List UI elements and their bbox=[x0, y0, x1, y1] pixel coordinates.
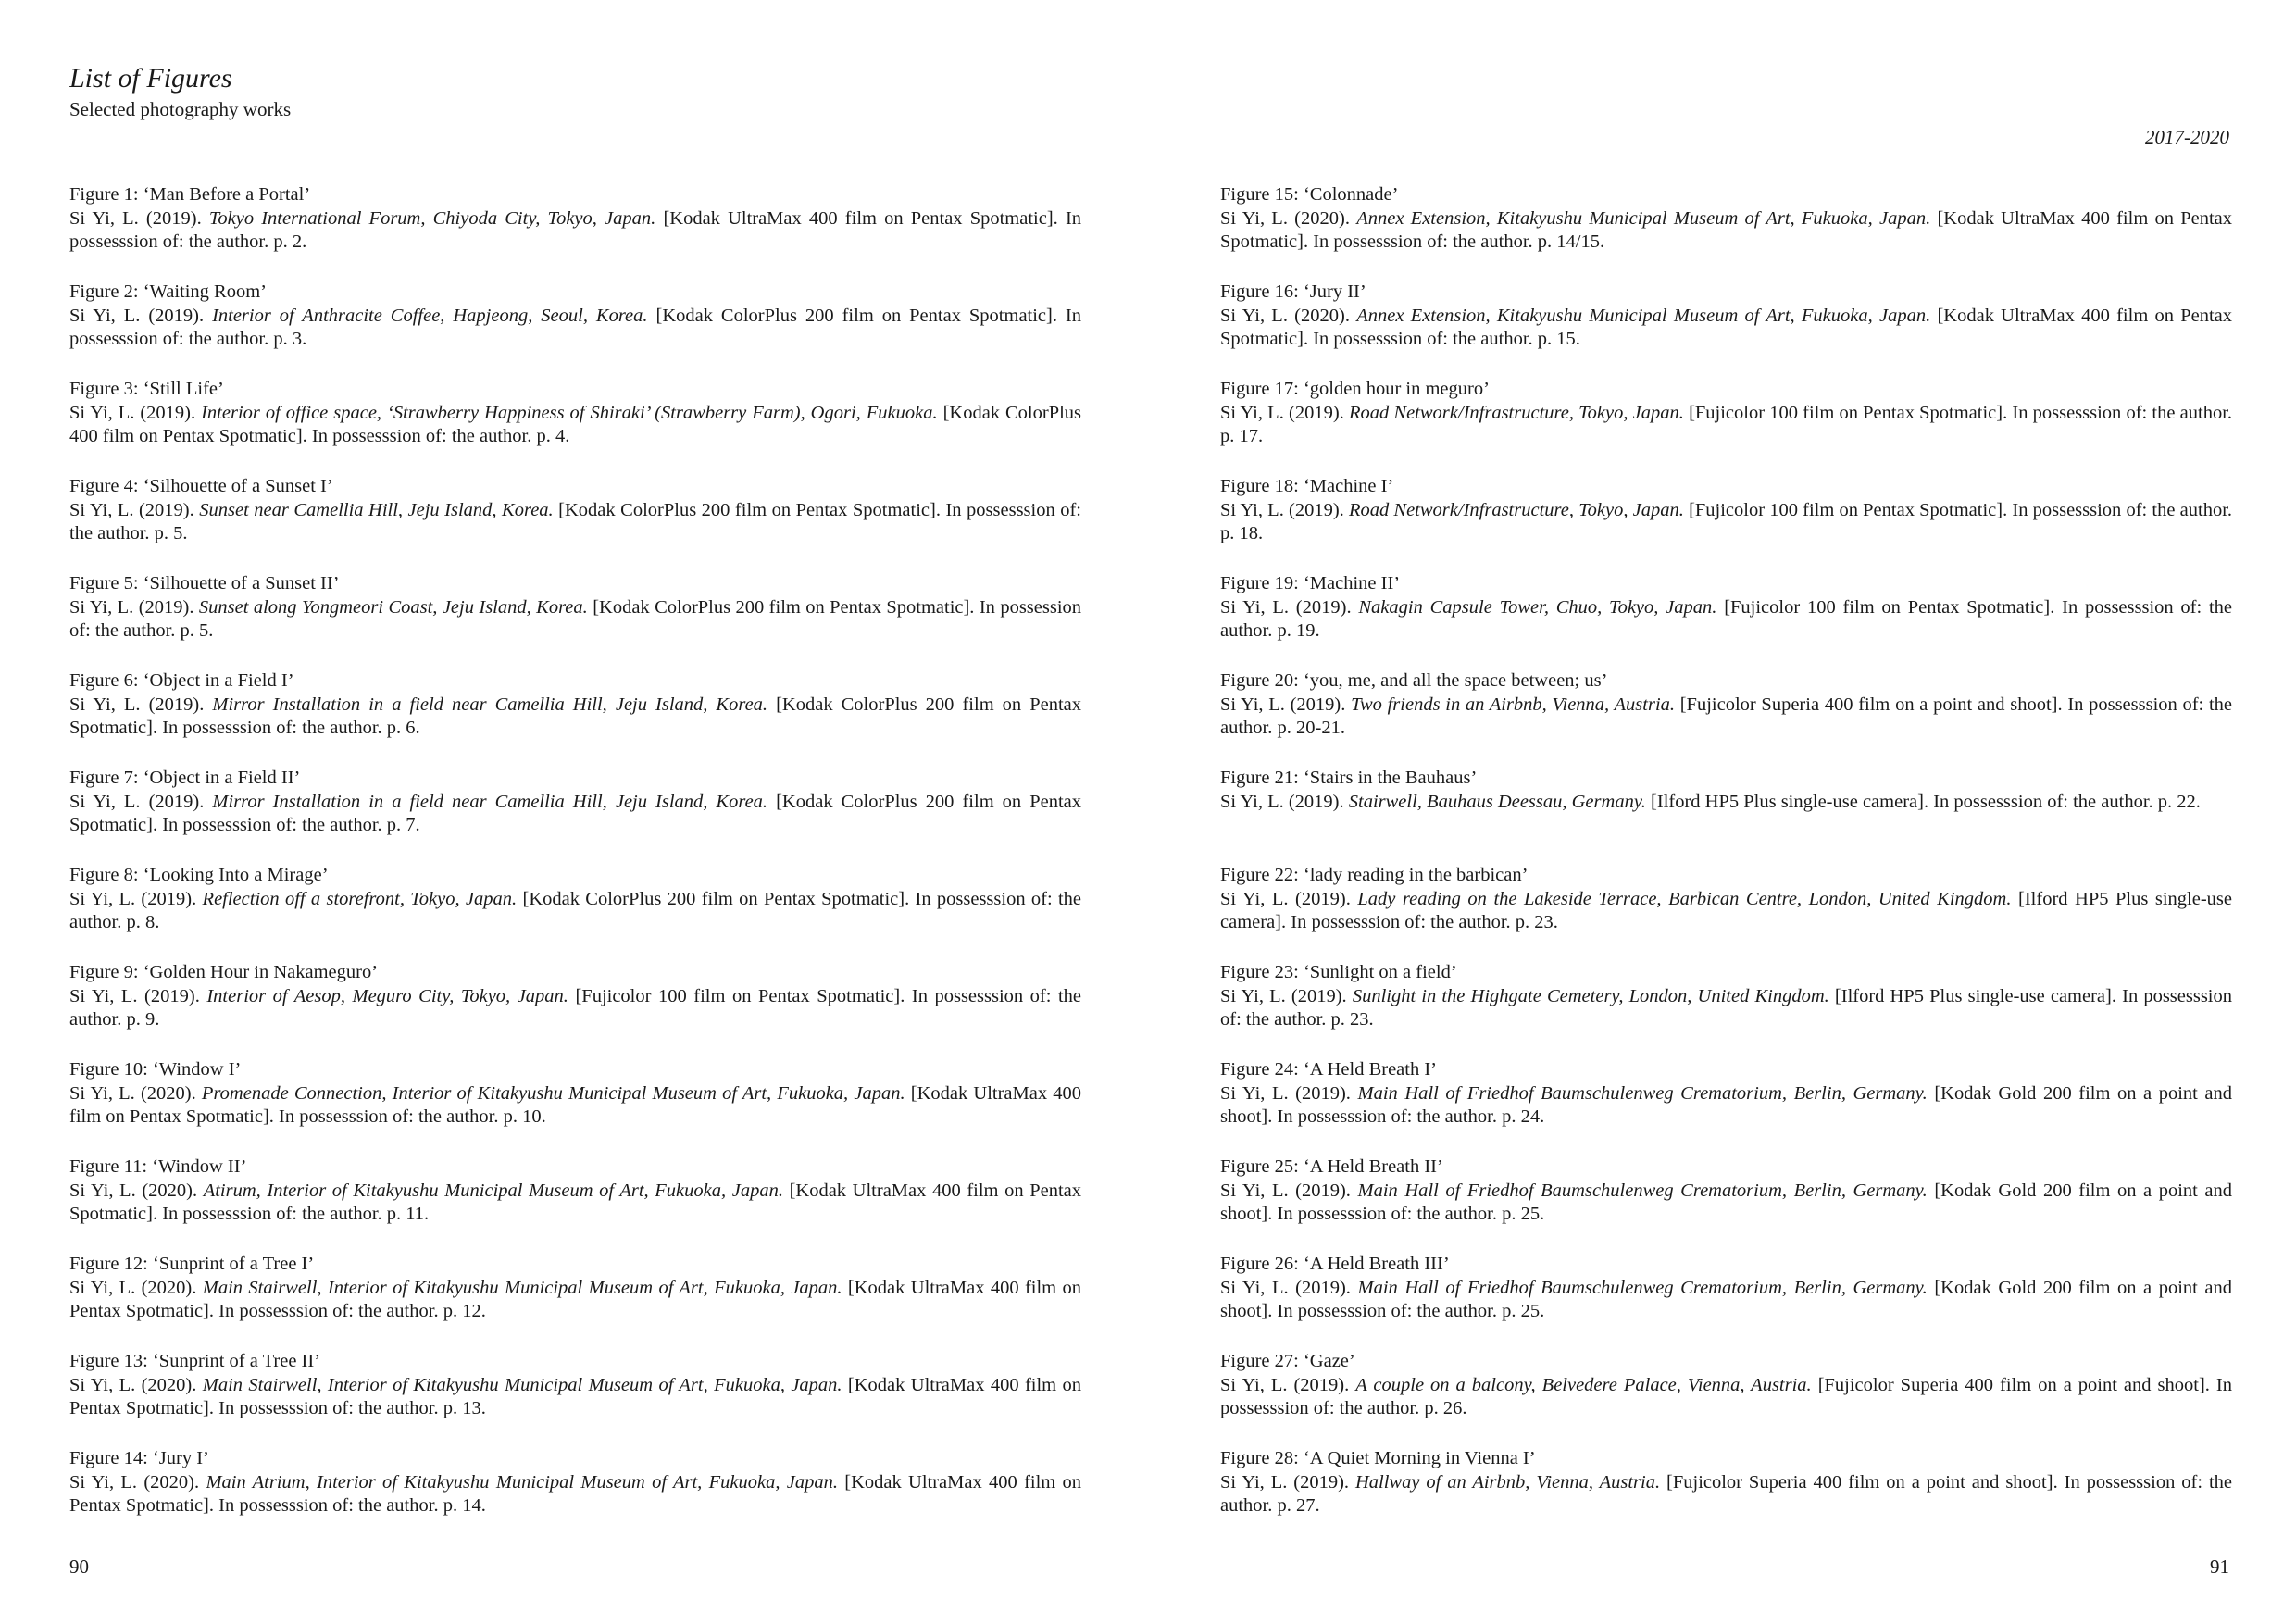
figure-details: [Kodak UltraMax 400 film on Pentax Spotmatic]. In possesssion of: the author. p. 10. bbox=[69, 1082, 1082, 1127]
figure-work-title: Mirror Installation in a field near Camellia Hill, Jeju Island, Korea. bbox=[212, 791, 768, 812]
figure-citation bbox=[69, 1374, 1081, 1421]
figure-work-title: Interior of Aesop, Meguro City, Tokyo, Japan. bbox=[206, 985, 568, 1006]
figure-work-title: Sunlight in the Highgate Cemetery, London, United Kingdom. bbox=[1352, 985, 1829, 1006]
figure-citation bbox=[1220, 1180, 2232, 1227]
figure-citation bbox=[1220, 596, 2232, 643]
figure-citation bbox=[69, 1082, 1081, 1130]
figure-title: Figure 7: ‘Object in a Field II’ bbox=[69, 768, 301, 788]
figure-author: Si Yi, L. (2019). bbox=[69, 596, 194, 618]
right-page bbox=[1148, 0, 2296, 1624]
page-subtitle: Selected photography works bbox=[69, 98, 292, 120]
figure-author: Si Yi, L. (2019). bbox=[69, 305, 205, 326]
figure-work-title: Nakagin Capsule Tower, Chuo, Tokyo, Japan. bbox=[1358, 596, 1717, 618]
figure-title: Figure 28: ‘A Quiet Morning in Vienna I’ bbox=[1220, 1448, 1536, 1468]
figure-citation bbox=[1220, 1082, 2232, 1130]
figure-author: Si Yi, L. (2019). bbox=[1220, 791, 1344, 812]
figure-citation bbox=[69, 1277, 1081, 1324]
figure-entry bbox=[1220, 669, 2232, 741]
figure-work-title: Stairwell, Bauhaus Deessau, Germany. bbox=[1348, 791, 1646, 812]
figure-citation bbox=[1220, 1374, 2232, 1421]
figure-title: Figure 21: ‘Stairs in the Bauhaus’ bbox=[1220, 768, 1478, 788]
figure-details: [Kodak UltraMax 400 film on Pentax Spotmatic]. In possesssion of: the author. p. 12. bbox=[69, 1277, 1081, 1321]
figure-title: Figure 8: ‘Looking Into a Mirage’ bbox=[69, 865, 329, 885]
figure-author: Si Yi, L. (2019). bbox=[1220, 1082, 1351, 1104]
figure-title: Figure 1: ‘Man Before a Portal’ bbox=[69, 184, 311, 205]
figure-author: Si Yi, L. (2019). bbox=[1220, 888, 1351, 909]
figure-work-title: A couple on a balcony, Belvedere Palace, Vienna, Austria. bbox=[1355, 1374, 1812, 1395]
figure-author: Si Yi, L. (2019). bbox=[69, 402, 196, 423]
figure-title: Figure 9: ‘Golden Hour in Nakameguro’ bbox=[69, 962, 379, 982]
figure-work-title: Interior of office space, ‘Strawberry Happiness of Shiraki’ (Strawberry Farm), Ogori, Fukuoka. bbox=[201, 402, 938, 423]
figure-details: [Fujicolor Superia 400 film on a point and shoot]. In possesssion of: the author. p. 20-21. bbox=[1220, 693, 2233, 738]
figure-work-title: Two friends in an Airbnb, Vienna, Austria. bbox=[1351, 693, 1676, 715]
figure-author: Si Yi, L. (2019). bbox=[69, 791, 205, 812]
figure-title: Figure 25: ‘A Held Breath II’ bbox=[1220, 1156, 1443, 1177]
figure-details: [Kodak Gold 200 film on a point and shoot]. In possesssion of: the author. p. 25. bbox=[1220, 1277, 2232, 1321]
figure-citation bbox=[1220, 1277, 2232, 1324]
figure-details: [Fujicolor 100 film on Pentax Spotmatic]. In possesssion of: the author. p. 19. bbox=[1220, 596, 2233, 641]
figure-entry bbox=[1220, 1350, 2232, 1421]
figure-author: Si Yi, L. (2019). bbox=[1220, 1277, 1351, 1298]
figure-details: [Kodak ColorPlus 200 film on Pentax Spotmatic]. In possesssion of: the author. p. 7. bbox=[69, 791, 1082, 835]
figure-entry bbox=[69, 1156, 1081, 1227]
figure-title: Figure 18: ‘Machine I’ bbox=[1220, 476, 1394, 496]
figure-author: Si Yi, L. (2019). bbox=[69, 888, 197, 909]
figure-details: [Kodak UltraMax 400 film on Pentax Spotmatic]. In possesssion of: the author. p. 11. bbox=[69, 1180, 1082, 1224]
figure-work-title: Mirror Installation in a field near Camellia Hill, Jeju Island, Korea. bbox=[212, 693, 768, 715]
figure-author: Si Yi, L. (2019). bbox=[1220, 596, 1352, 618]
figure-title: Figure 17: ‘golden hour in meguro’ bbox=[1220, 379, 1490, 399]
figure-citation bbox=[69, 207, 1081, 255]
figure-work-title: Road Network/Infrastructure, Tokyo, Japan. bbox=[1348, 402, 1684, 423]
figure-details: [Fujicolor 100 film on Pentax Spotmatic]. In possesssion of: the author. p. 18. bbox=[1220, 499, 2233, 543]
figure-title: Figure 12: ‘Sunprint of a Tree I’ bbox=[69, 1254, 315, 1274]
figure-author: Si Yi, L. (2019). bbox=[1220, 499, 1344, 520]
figure-details: [Kodak UltraMax 400 film on Pentax Spotmatic]. In possesssion of: the author. p. 13. bbox=[69, 1374, 1081, 1418]
figure-details: [Ilford HP5 Plus single-use camera]. In possesssion of: the author. p. 23. bbox=[1220, 985, 2233, 1030]
figure-citation bbox=[1220, 888, 2232, 935]
figure-title: Figure 5: ‘Silhouette of a Sunset II’ bbox=[69, 573, 340, 593]
figure-entry bbox=[69, 1350, 1081, 1421]
figure-title: Figure 2: ‘Waiting Room’ bbox=[69, 281, 268, 302]
figure-details: [Kodak ColorPlus 400 film on Pentax Spotmatic]. In possesssion of: the author. p. 4. bbox=[69, 402, 1082, 446]
figure-citation bbox=[69, 791, 1081, 838]
figure-title: Figure 10: ‘Window I’ bbox=[69, 1059, 242, 1080]
page-number-right: 91 bbox=[2210, 1555, 2229, 1578]
figure-citation bbox=[69, 402, 1081, 449]
figure-work-title: Hallway of an Airbnb, Vienna, Austria. bbox=[1355, 1471, 1661, 1493]
figure-author: Si Yi, L. (2019). bbox=[69, 985, 200, 1006]
figure-work-title: Main Stairwell, Interior of Kitakyushu Municipal Museum of Art, Fukuoka, Japan. bbox=[202, 1277, 842, 1298]
figure-author: Si Yi, L. (2019). bbox=[69, 693, 205, 715]
figure-entry bbox=[1220, 961, 2232, 1032]
figure-citation bbox=[69, 985, 1081, 1032]
figure-author: Si Yi, L. (2019). bbox=[1220, 1180, 1351, 1201]
figure-author: Si Yi, L. (2019). bbox=[1220, 985, 1347, 1006]
figure-citation bbox=[69, 1471, 1081, 1518]
figure-entry bbox=[1220, 864, 2232, 935]
figure-entry bbox=[1220, 767, 2232, 814]
figure-citation bbox=[69, 693, 1081, 741]
figure-citation bbox=[1220, 1471, 2232, 1518]
figure-author: Si Yi, L. (2019). bbox=[1220, 1374, 1350, 1395]
figure-entry bbox=[69, 281, 1081, 352]
figure-work-title: Tokyo International Forum, Chiyoda City, Tokyo, Japan. bbox=[208, 207, 656, 229]
figure-author: Si Yi, L. (2020). bbox=[1220, 207, 1350, 229]
figure-details: [Kodak ColorPlus 200 film on Pentax Spotmatic]. In possession of: the author. p. 5. bbox=[69, 596, 1082, 641]
figure-work-title: Road Network/Infrastructure, Tokyo, Japan. bbox=[1348, 499, 1684, 520]
figure-details: [Fujicolor Superia 400 film on a point and shoot]. In possesssion of: the author. p. 27. bbox=[1220, 1471, 2233, 1516]
figure-author: Si Yi, L. (2020). bbox=[69, 1082, 196, 1104]
figure-author: Si Yi, L. (2019). bbox=[1220, 1471, 1350, 1493]
figure-author: Si Yi, L. (2020). bbox=[69, 1471, 200, 1493]
figure-author: Si Yi, L. (2019). bbox=[69, 499, 194, 520]
figure-entry bbox=[1220, 475, 2232, 546]
figure-entry bbox=[1220, 1156, 2232, 1227]
figure-details: [Fujicolor 100 film on Pentax Spotmatic]. In possesssion of: the author. p. 17. bbox=[1220, 402, 2233, 446]
figure-entry bbox=[1220, 281, 2232, 352]
figure-title: Figure 23: ‘Sunlight on a field’ bbox=[1220, 962, 1457, 982]
figure-entry bbox=[69, 572, 1081, 643]
figure-title: Figure 22: ‘lady reading in the barbican’ bbox=[1220, 865, 1529, 885]
figure-work-title: Main Hall of Friedhof Baumschulenweg Crematorium, Berlin, Germany. bbox=[1357, 1180, 1928, 1201]
figure-work-title: Main Hall of Friedhof Baumschulenweg Crematorium, Berlin, Germany. bbox=[1357, 1277, 1928, 1298]
figure-work-title: Sunset along Yongmeori Coast, Jeju Island, Korea. bbox=[198, 596, 588, 618]
figure-citation bbox=[1220, 693, 2232, 741]
figure-author: Si Yi, L. (2019). bbox=[69, 207, 202, 229]
figure-author: Si Yi, L. (2019). bbox=[1220, 402, 1344, 423]
figure-entry bbox=[69, 864, 1081, 935]
figure-entry bbox=[69, 1447, 1081, 1518]
figure-citation bbox=[1220, 305, 2232, 352]
figure-entry bbox=[69, 183, 1081, 255]
figure-work-title: Main Atrium, Interior of Kitakyushu Municipal Museum of Art, Fukuoka, Japan. bbox=[206, 1471, 838, 1493]
figure-title: Figure 11: ‘Window II’ bbox=[69, 1156, 247, 1177]
figure-work-title: Reflection off a storefront, Tokyo, Japan. bbox=[202, 888, 518, 909]
figure-details: [Fujicolor 100 film on Pentax Spotmatic]. In possesssion of: the author. p. 9. bbox=[69, 985, 1082, 1030]
figure-title: Figure 16: ‘Jury II’ bbox=[1220, 281, 1366, 302]
figure-citation bbox=[1220, 791, 2232, 815]
figure-entry bbox=[1220, 1447, 2232, 1518]
figure-citation bbox=[69, 596, 1081, 643]
figure-title: Figure 27: ‘Gaze’ bbox=[1220, 1351, 1355, 1371]
figure-title: Figure 13: ‘Sunprint of a Tree II’ bbox=[69, 1351, 321, 1371]
figure-details: [Kodak Gold 200 film on a point and shoot]. In possesssion of: the author. p. 25. bbox=[1220, 1180, 2232, 1224]
figure-work-title: Annex Extension, Kitakyushu Municipal Museum of Art, Fukuoka, Japan. bbox=[1356, 305, 1931, 326]
figure-author: Si Yi, L. (2019). bbox=[1220, 693, 1346, 715]
figure-details: [Kodak UltraMax 400 film on Pentax Spotmatic]. In possesssion of: the author. p. 14/15. bbox=[1220, 207, 2233, 252]
figure-work-title: Lady reading on the Lakeside Terrace, Barbican Centre, London, United Kingdom. bbox=[1357, 888, 2012, 909]
figure-citation bbox=[1220, 499, 2232, 546]
figure-entry bbox=[69, 669, 1081, 741]
figure-details: [Ilford HP5 Plus single-use camera]. In possesssion of: the author. p. 22. bbox=[1651, 791, 2201, 812]
figure-entry bbox=[1220, 378, 2232, 449]
figure-citation bbox=[69, 1180, 1081, 1227]
figure-author: Si Yi, L. (2020). bbox=[69, 1374, 197, 1395]
figure-entry bbox=[69, 767, 1081, 838]
figure-citation bbox=[69, 499, 1081, 546]
figure-citation bbox=[1220, 207, 2232, 255]
figure-work-title: Annex Extension, Kitakyushu Municipal Museum of Art, Fukuoka, Japan. bbox=[1356, 207, 1931, 229]
page-number-left: 90 bbox=[69, 1555, 89, 1578]
figure-citation bbox=[1220, 985, 2232, 1032]
figure-work-title: Promenade Connection, Interior of Kitakyushu Municipal Museum of Art, Fukuoka, Japan. bbox=[201, 1082, 905, 1104]
figure-details: [Kodak ColorPlus 200 film on Pentax Spotmatic]. In possesssion of: the author. p. 6. bbox=[69, 693, 1082, 738]
figure-citation bbox=[69, 305, 1081, 352]
figure-work-title: Main Stairwell, Interior of Kitakyushu Municipal Museum of Art, Fukuoka, Japan. bbox=[202, 1374, 842, 1395]
figure-work-title: Sunset near Camellia Hill, Jeju Island, Korea. bbox=[199, 499, 554, 520]
figure-entry bbox=[1220, 1253, 2232, 1324]
figure-author: Si Yi, L. (2020). bbox=[69, 1277, 197, 1298]
figure-title: Figure 24: ‘A Held Breath I’ bbox=[1220, 1059, 1437, 1080]
figure-entry bbox=[1220, 183, 2232, 255]
figure-citation bbox=[69, 888, 1081, 935]
figure-details: [Fujicolor Superia 400 film on a point and shoot]. In possesssion of: the author. p. 26. bbox=[1220, 1374, 2232, 1418]
figure-title: Figure 19: ‘Machine II’ bbox=[1220, 573, 1401, 593]
figure-work-title: Interior of Anthracite Coffee, Hapjeong, Seoul, Korea. bbox=[212, 305, 648, 326]
figure-title: Figure 6: ‘Object in a Field I’ bbox=[69, 670, 294, 691]
figure-entry bbox=[1220, 572, 2232, 643]
figure-entry bbox=[69, 1058, 1081, 1130]
date-range: 2017-2020 bbox=[2145, 126, 2229, 148]
figure-title: Figure 14: ‘Jury I’ bbox=[69, 1448, 209, 1468]
figure-details: [Kodak ColorPlus 200 film on Pentax Spotmatic]. In possesssion of: the author. p. 3. bbox=[69, 305, 1082, 349]
figure-entry bbox=[1220, 1058, 2232, 1130]
figure-entry bbox=[69, 961, 1081, 1032]
figure-entry bbox=[69, 1253, 1081, 1324]
figure-details: [Kodak UltraMax 400 film on Pentax Spotmatic]. In possesssion of: the author. p. 14. bbox=[69, 1471, 1082, 1516]
figure-entry bbox=[69, 475, 1081, 546]
figure-details: [Kodak ColorPlus 200 film on Pentax Spotmatic]. In possesssion of: the author. p. 8. bbox=[69, 888, 1082, 932]
figure-title: Figure 26: ‘A Held Breath III’ bbox=[1220, 1254, 1450, 1274]
figure-details: [Kodak Gold 200 film on a point and shoot]. In possesssion of: the author. p. 24. bbox=[1220, 1082, 2232, 1127]
figure-title: Figure 20: ‘you, me, and all the space between; us’ bbox=[1220, 670, 1608, 691]
figure-details: [Kodak UltraMax 400 film on Pentax Spotmatic]. In possesssion of: the author. p. 2. bbox=[69, 207, 1082, 252]
figure-title: Figure 4: ‘Silhouette of a Sunset I’ bbox=[69, 476, 333, 496]
page-title: List of Figures bbox=[69, 63, 232, 94]
figure-title: Figure 3: ‘Still Life’ bbox=[69, 379, 224, 399]
figure-author: Si Yi, L. (2020). bbox=[69, 1180, 198, 1201]
figure-entry bbox=[69, 378, 1081, 449]
figure-details: [Kodak ColorPlus 200 film on Pentax Spotmatic]. In possesssion of: the author. p. 5. bbox=[69, 499, 1081, 543]
figure-citation bbox=[1220, 402, 2232, 449]
figure-title: Figure 15: ‘Colonnade’ bbox=[1220, 184, 1399, 205]
figure-work-title: Atirum, Interior of Kitakyushu Municipal Museum of Art, Fukuoka, Japan. bbox=[203, 1180, 783, 1201]
figure-author: Si Yi, L. (2020). bbox=[1220, 305, 1350, 326]
figure-details: [Kodak UltraMax 400 film on Pentax Spotmatic]. In possesssion of: the author. p. 15. bbox=[1220, 305, 2233, 349]
figure-details: [Ilford HP5 Plus single-use camera]. In possesssion of: the author. p. 23. bbox=[1220, 888, 2233, 932]
figure-work-title: Main Hall of Friedhof Baumschulenweg Crematorium, Berlin, Germany. bbox=[1357, 1082, 1928, 1104]
